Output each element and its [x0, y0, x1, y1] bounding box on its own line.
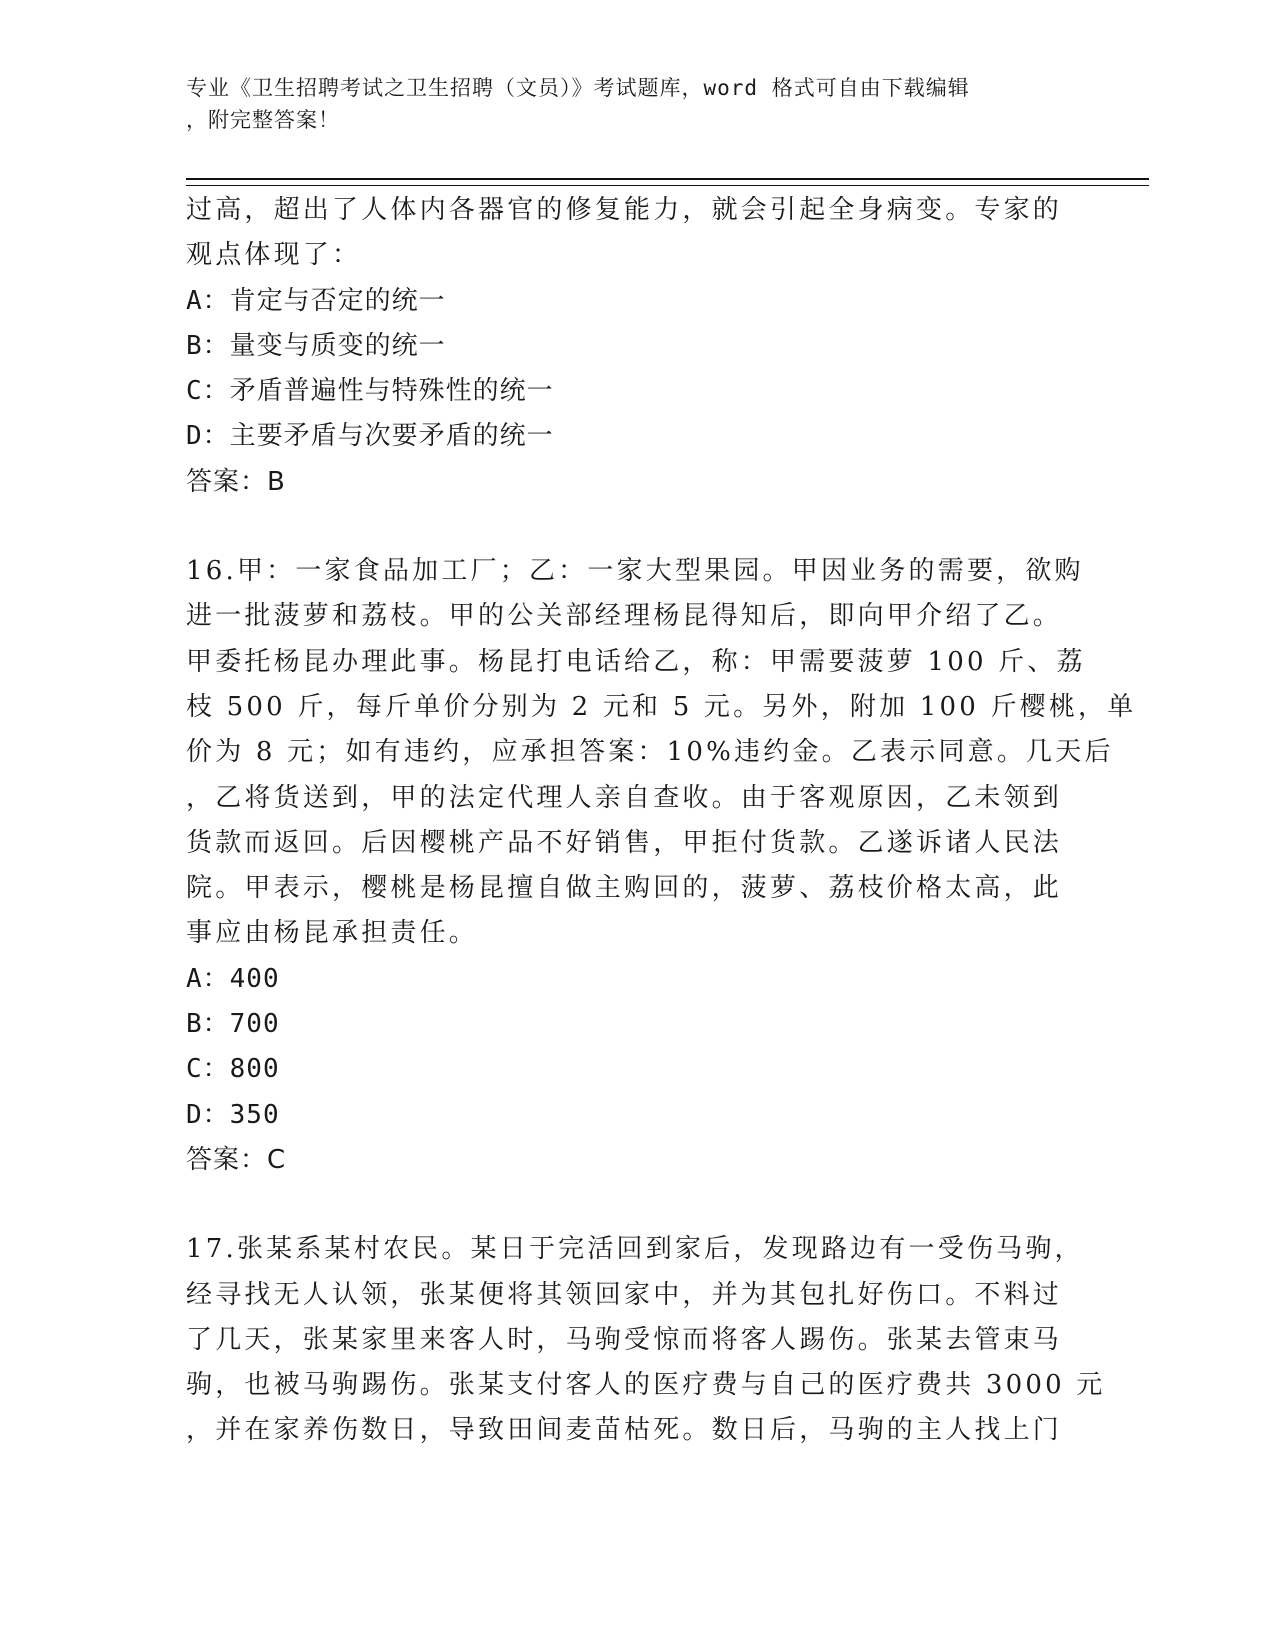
question-text-line: 甲委托杨昆办理此事。杨昆打电话给乙，称：甲需要菠萝 100 斤、荔 — [186, 646, 1086, 677]
question-text-line: 院。甲表示，樱桃是杨昆擅自做主购回的，菠萝、荔枝价格太高，此 — [186, 873, 1063, 904]
option-a: A：肯定与否定的统一 — [186, 285, 446, 316]
answer: 答案：C — [186, 1144, 287, 1175]
option-a: A：400 — [186, 963, 280, 994]
question-text-line: 货款而返回。后因樱桃产品不好销售，甲拒付货款。乙遂诉诸人民法 — [186, 827, 1063, 858]
option-b: B：量变与质变的统一 — [186, 330, 446, 361]
question-16 — [186, 549, 1137, 1183]
question-text-line: 驹，也被马驹踢伤。张某支付客人的医疗费与自己的医疗费共 3000 元 — [186, 1370, 1106, 1401]
question-text-line: 观点体现了： — [186, 240, 362, 271]
option-d: D：主要矛盾与次要矛盾的统一 — [186, 421, 554, 452]
option-c: C：矛盾普遍性与特殊性的统一 — [186, 376, 554, 407]
question-text-line: 价为 8 元；如有违约，应承担答案：10%违约金。乙表示同意。几天后 — [186, 737, 1114, 768]
question-text-line: ，并在家养伤数日，导致田间麦苗枯死。数日后，马驹的主人找上门 — [186, 1415, 1063, 1446]
question-text-line: 17.张某系某村农民。某日于完活回到家后，发现路边有一受伤马驹， — [186, 1234, 1084, 1265]
question-17 — [186, 1227, 1106, 1453]
question-content — [186, 188, 1137, 1454]
question-text-line: 了几天，张某家里来客人时，马驹受惊而将客人踢伤。张某去管束马 — [186, 1324, 1063, 1355]
question-text-line: 事应由杨昆承担责任。 — [186, 918, 479, 949]
option-b: B：700 — [186, 1009, 280, 1040]
option-c: C：800 — [186, 1054, 280, 1085]
question-text-line: 经寻找无人认领，张某便将其领回家中，并为其包扎好伤口。不料过 — [186, 1279, 1063, 1310]
question-text-line: 16.甲：一家食品加工厂；乙：一家大型果园。甲因业务的需要，欲购 — [186, 556, 1084, 587]
question-text-line: ，乙将货送到，甲的法定代理人亲自查收。由于客观原因，乙未领到 — [186, 782, 1063, 813]
question-text-line: 枝 500 斤，每斤单价分别为 2 元和 5 元。另外，附加 100 斤樱桃，单 — [186, 691, 1137, 722]
header-divider — [186, 178, 1149, 186]
header-line-2: ，附完整答案！ — [186, 108, 340, 132]
question-text-line: 进一批菠萝和荔枝。甲的公关部经理杨昆得知后，即向甲介绍了乙。 — [186, 601, 1063, 632]
answer: 答案：B — [186, 466, 286, 497]
header-line-1: 专业《卫生招聘考试之卫生招聘（文员）》考试题库，word 格式可自由下载编辑 — [186, 76, 970, 100]
question-15 — [186, 188, 1076, 505]
page-header — [186, 72, 1076, 136]
question-text-line: 过高，超出了人体内各器官的修复能力，就会引起全身病变。专家的 — [186, 195, 1063, 225]
option-d: D：350 — [186, 1099, 280, 1130]
